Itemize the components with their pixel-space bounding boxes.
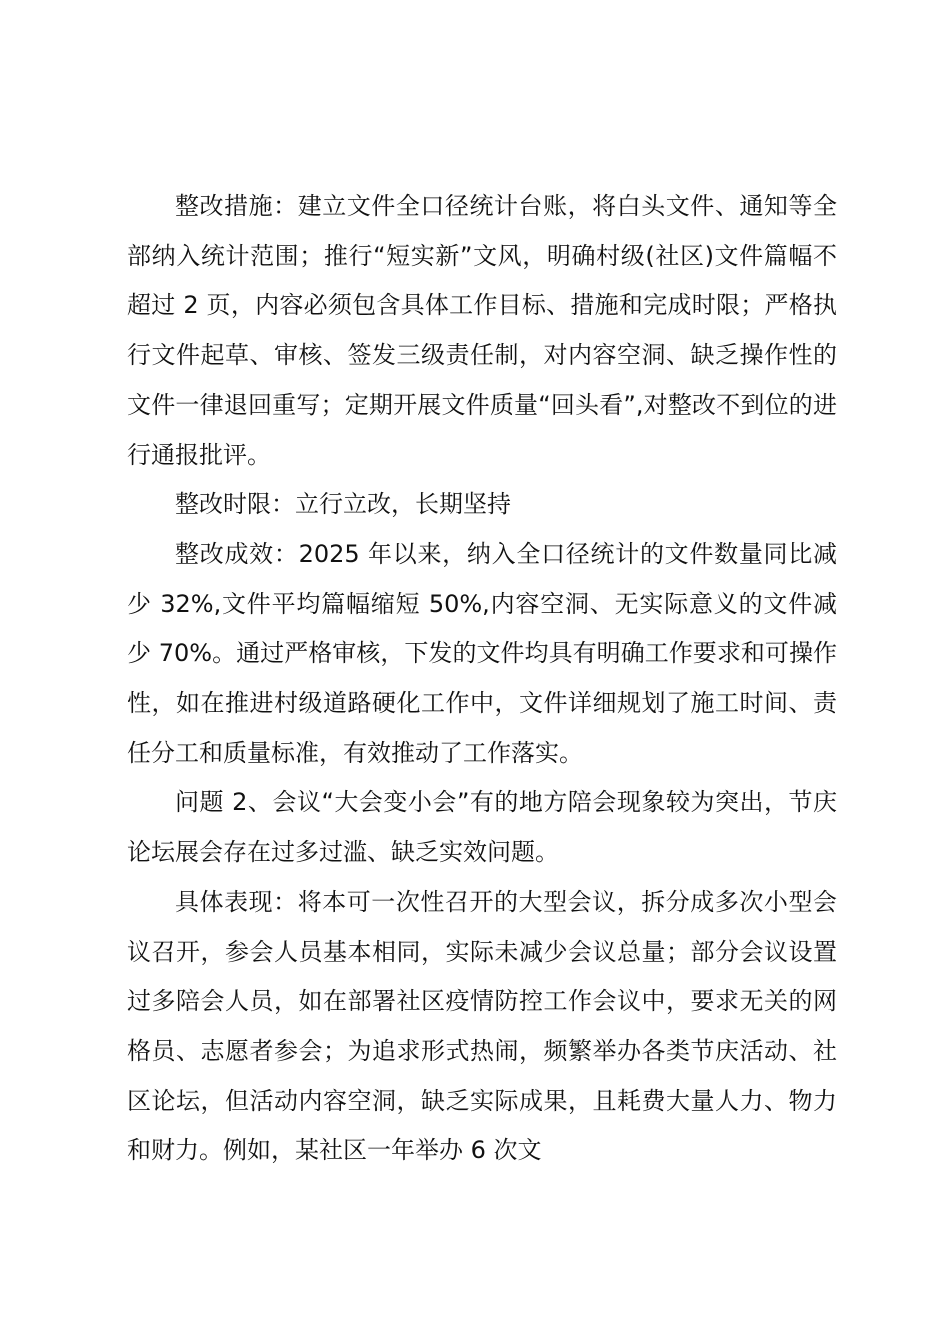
paragraph-issue-2-heading: 问题 2、会议“大会变小会”有的地方陪会现象较为突出，节庆论坛展会存在过多过滥、缺乏实效问题。 [127,788,837,867]
paragraph-rectification-results: 整改成效：2025 年以来，纳入全口径统计的文件数量同比减少 32%,文件平均篇幅缩短 50%,内容空洞、无实际意义的文件减少 70%。通过严格审核，下发的文件均具有明确工作要求和可操作性，如在推进村级道路硬化工作中，文件详细规划了施工时间、责任分工和质量标准，有效推动了工作落实。 [127,539,837,767]
paragraph-rectification-measures: 整改措施：建立文件全口径统计台账，将白头文件、通知等全部纳入统计范围；推行“短实新”文风，明确村级(社区)文件篇幅不超过 2 页，内容必须包含具体工作目标、措施和完成时限；严格执行文件起草、审核、签发三级责任制，对内容空洞、缺乏操作性的文件一律退回重写；定期开展文件质量“回头看”,对整改不到位的进行通报批评。 [127,192,837,469]
document-body [127,182,837,1176]
paragraph-rectification-deadline: 整改时限：立行立改，长期坚持 [175,490,511,519]
paragraph-specific-manifestations: 具体表现：将本可一次性召开的大型会议，拆分成多次小型会议召开，参会人员基本相同，实际未减少会议总量；部分会议设置过多陪会人员，如在部署社区疫情防控工作会议中，要求无关的网格员、志愿者参会；为追求形式热闹，频繁举办各类节庆活动、社区论坛，但活动内容空洞，缺乏实际成果，且耗费大量人力、物力和财力。例如，某社区一年举办 6 次文 [127,887,837,1165]
